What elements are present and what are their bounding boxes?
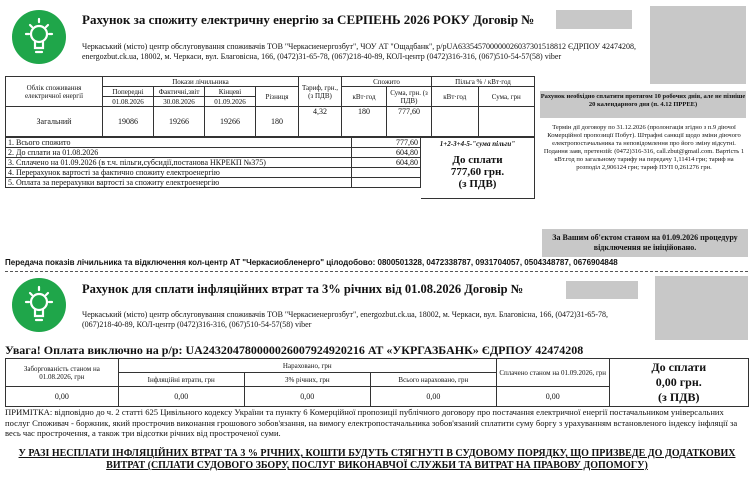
summary-table	[5, 137, 421, 188]
value-inflation: 0,00	[118, 387, 244, 407]
header-consumed: Спожито	[342, 77, 432, 87]
header-final: Кінцеві	[205, 87, 256, 97]
meter-transfer-line: Передача показів лічильника та відключення кол-центр АТ "Черкасиобленерго" цілодобово: 0800501328, 0472338787, 0931704057, 0504348787, 0676904848	[5, 258, 618, 267]
pay-box	[421, 137, 535, 199]
company-logo-lightbulb-icon	[12, 278, 66, 332]
summary-value: 604,80	[352, 148, 421, 158]
summary-value	[352, 168, 421, 178]
summary-label: 3. Сплачено на 01.09.2026 (в т.ч. пільги,субсидії,постанова НКРЕКП №375)	[6, 158, 352, 168]
contract-number-redacted	[556, 10, 632, 29]
pay-label: До сплати	[452, 154, 503, 166]
row-benefit-sum	[478, 107, 534, 137]
header-paid: Сплачено станом на 01.09.2026, грн	[496, 359, 609, 387]
pay-amount: 0,00 грн.	[655, 375, 702, 389]
summary-label: 5. Оплата за перерахунки вартості за спожиту електроенергію	[6, 178, 352, 188]
header-account: Облік споживання електричної енергії	[6, 77, 103, 107]
inflation-pay-box	[609, 359, 748, 407]
header-total: Всього нараховано, грн	[370, 373, 496, 387]
row-final: 19266	[205, 107, 256, 137]
row-benefit-kwh	[432, 107, 479, 137]
readings-table	[5, 76, 535, 137]
address-redacted-box	[655, 276, 748, 340]
row-label: Загальний	[6, 107, 103, 137]
value-annual: 0,00	[244, 387, 370, 407]
summary-value	[352, 178, 421, 188]
header-readings: Покази лічильника	[103, 77, 299, 87]
company-logo-lightbulb-icon	[12, 10, 66, 64]
cut-line	[5, 271, 748, 272]
value-total: 0,00	[370, 387, 496, 407]
row-kwh: 180	[342, 107, 387, 137]
bill-title: Рахунок за спожиту електричну енергію за СЕРПЕНЬ 2026 РОКУ Договір №	[82, 12, 535, 27]
pay-vat: (з ПДВ)	[458, 178, 497, 190]
legal-note: ПРИМІТКА: відповідно до ч. 2 статті 625 Цивільного кодексу України та пункту 6 Комерційної пропозиції публічного договору про постачання електричної енергії постачальником універсальних послуг Споживач - боржник, який прострочив виконання грошового зобов'язання, на вимогу електропостачальника зобов'язаний сплатити суму боргу з урахуванням встановленого індексу інфляції за весь час прострочення, а також три відсотки річних від простроченої суми.	[5, 407, 738, 438]
pay-vat: (з ПДВ)	[658, 390, 700, 404]
summary-label: 2. До сплати на 01.08.2026	[6, 148, 352, 158]
pay-formula: 1+2-3+4-5-"сума пільги"	[439, 140, 516, 148]
header-inflation: Інфляційні втрати, грн	[118, 373, 244, 387]
header-benefit-kwh: кВт·год	[432, 87, 479, 107]
pay-amount: 777,60 грн.	[450, 166, 505, 178]
row-actual: 19266	[154, 107, 205, 137]
row-previous: 19086	[103, 107, 154, 137]
date-previous: 01.08.2026	[103, 97, 154, 107]
disconnection-status: За Вашим об'єктом станом на 01.09.2026 процедуру відключення не ініційовано.	[542, 229, 748, 257]
value-debt: 0,00	[6, 387, 119, 407]
header-kwh: кВт·год	[342, 87, 387, 107]
header-sum: Сума, грн. (з ПДВ)	[387, 87, 432, 107]
contract-terms: Термін дії договору по 31.12.2026 (пролонгація згідно з п.9 діючої Комерційної пропозиції Побут). Штрафні санкції щодо зміни діючого електропостачальника та неповідомлення про його зміну відсутні. Подання заяв, претензій: (0472)316-316, call.zbut@gmail.com. Вартість 1 кВт.год по загальному тарифу на передачу 1,11414 грн; тариф на розподіл 2,906124 грн; тариф ПУП 0,261276 грн.	[543, 124, 745, 171]
summary-label: 1. Всього спожито	[6, 138, 352, 148]
header-debt: Заборгованість станом на 01.08.2026, грн	[6, 359, 119, 387]
supplier-info: Черкаський (місто) центр обслуговування споживачів ТОВ "Черкасиенергозбут", ЧОУ АТ "Ощадбанк", р/рUA633545700000026037301518812 ЄДРПОУ 42474208, energozbut.ck.ua, 18002, м. Черкаси, вул. Благовісна, 166, (0472)31-65-78, (067)218-40-89, КОЛ-центр (0472)316-316, (067)510-54-57(58) viber	[82, 42, 636, 61]
payment-attention: Увага! Оплата виключно на р/р: UA243204780000026007924920216 АТ «УКРГАЗБАНК» ЄДРПОУ 42474208	[5, 343, 584, 357]
summary-value: 777,60	[352, 138, 421, 148]
row-difference: 180	[256, 107, 299, 137]
pay-label: До сплати	[651, 360, 707, 374]
summary-value: 604,80	[352, 158, 421, 168]
non-payment-warning: У РАЗІ НЕСПЛАТИ ІНФЛЯЦІЙНИХ ВТРАТ ТА 3 % РІЧНИХ, КОШТИ БУДУТЬ СТЯГНУТІ В СУДОВОМУ ПОРЯДКУ, ЩО ПРИЗВЕДЕ ДО ДОДАТКОВИХ ВИТРАТ (СПЛАТИ СУДОВОГО ЗБОРУ, ПОСЛУГ ВИКОНАВЧОЇ СЛУЖБИ ТА ВИТРАТ НА ПРАВОВУ ДОПОМОГУ)	[18, 448, 736, 471]
row-sum: 777,60	[387, 107, 432, 137]
date-final: 01.09.2026	[205, 97, 256, 107]
inflation-bill-title: Рахунок для сплати інфляційних втрат та 3% річних від 01.08.2026 Договір №	[82, 282, 524, 296]
date-actual: 30.08.2026	[154, 97, 205, 107]
contract-number-redacted	[566, 281, 638, 299]
inflation-table	[5, 358, 749, 407]
supplier-info: Черкаський (місто) центр обслуговування споживачів ТОВ "Черкасиенергозбут", energozbut.ck.ua, 18002, м. Черкаси, вул. Благовісна, 166, (0472)31-65-78, (067)218-40-89, КОЛ-центр (0472)316-316, (067)510-54-57(58) viber	[82, 310, 608, 329]
header-benefit: Пільга % / кВт·год	[432, 77, 535, 87]
header-difference: Різниця	[256, 87, 299, 107]
summary-label: 4. Перерахунок вартості за фактично спожиту електроенергію	[6, 168, 352, 178]
header-actual: Фактичні,звіт	[154, 87, 205, 97]
value-paid: 0,00	[496, 387, 609, 407]
header-benefit-sum: Сума, грн	[478, 87, 534, 107]
pay-deadline: Рахунок необхідно сплатити протягом 10 робочих днів, але не пізніше 20 календарного дня (п. 4.12 ПРРЕЕ)	[540, 91, 746, 118]
row-tariff: 4,32	[299, 107, 342, 137]
address-redacted-box	[650, 6, 746, 84]
header-tariff: Тариф, грн., (з ПДВ)	[299, 77, 342, 107]
header-previous: Попередні	[103, 87, 154, 97]
header-accrued: Нараховано, грн	[118, 359, 496, 373]
header-annual: 3% річних, грн	[244, 373, 370, 387]
